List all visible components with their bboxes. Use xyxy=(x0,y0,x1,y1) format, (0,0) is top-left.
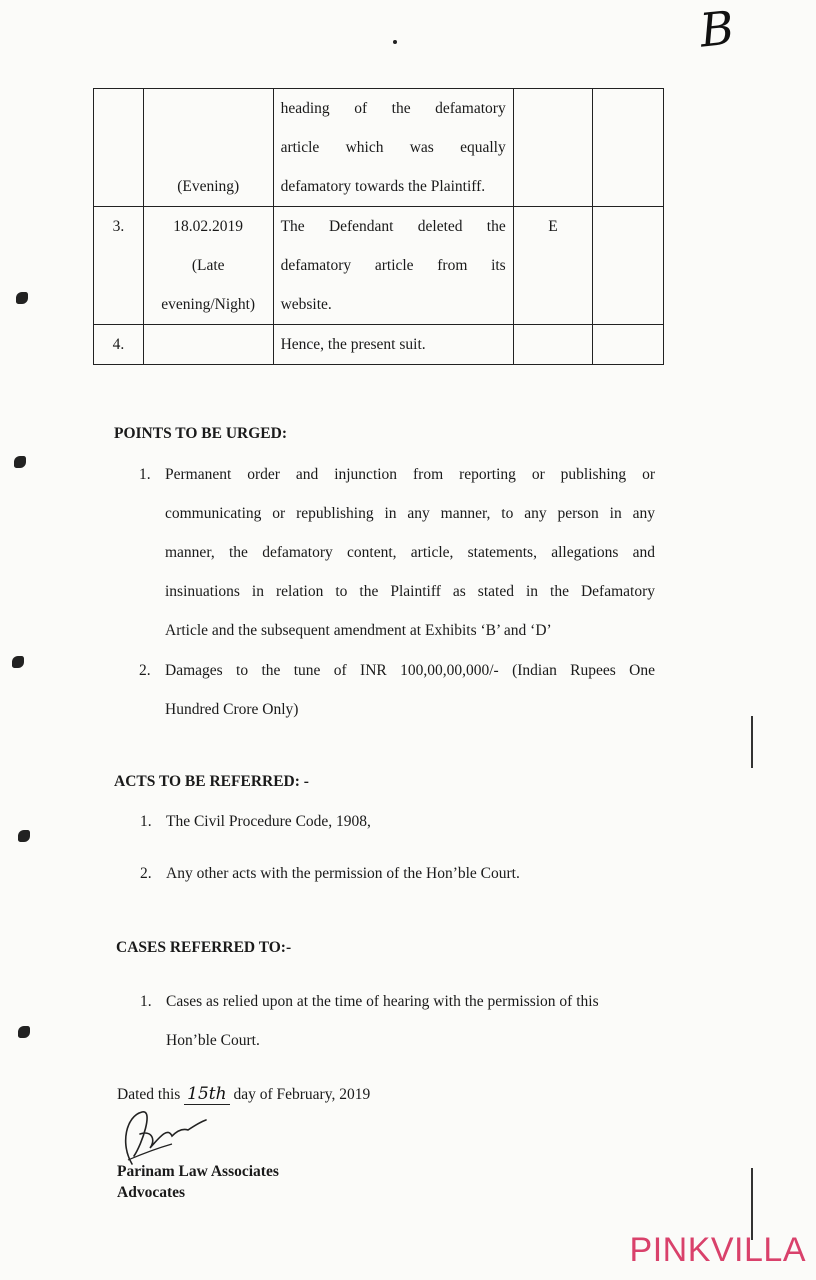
table-row xyxy=(94,207,664,325)
date-cell xyxy=(143,89,273,207)
exhibit-cell xyxy=(513,89,593,207)
row-number: 4. xyxy=(94,325,144,365)
table-row xyxy=(94,325,664,365)
list-item xyxy=(140,854,660,894)
item-number: 1. xyxy=(140,813,152,830)
date-cell xyxy=(143,207,273,325)
item-number: 1. xyxy=(140,993,152,1010)
acts-heading: ACTS TO BE REFERRED: - xyxy=(114,773,309,790)
date-line: (Evening) xyxy=(177,178,240,195)
punch-hole-mark xyxy=(18,830,30,842)
item-line: Permanent order and injunction from reporting or publishing or xyxy=(165,466,655,483)
item-line: communicating or republishing in any manner, to any person in any xyxy=(165,505,655,522)
exhibit-cell xyxy=(513,325,593,365)
dated-suffix: day of February, 2019 xyxy=(233,1086,371,1103)
item-line: Hundred Crore Only) xyxy=(165,701,299,718)
punch-hole-mark xyxy=(16,292,28,304)
punch-hole-mark xyxy=(14,456,26,468)
dated-line xyxy=(117,1084,370,1104)
date-line: (Late xyxy=(191,257,225,274)
list-item xyxy=(140,802,660,842)
date-cell xyxy=(143,325,273,365)
scan-line xyxy=(751,716,753,768)
event-line: heading of the defamatory xyxy=(280,100,506,117)
empty-cell xyxy=(593,89,664,207)
exhibit-cell: E xyxy=(513,207,593,325)
item-number: 1. xyxy=(139,466,151,483)
handwritten-day: 15th xyxy=(184,1084,229,1105)
points-heading: POINTS TO BE URGED: xyxy=(114,425,287,442)
item-line: Damages to the tune of INR 100,00,00,000/- (Indian Rupees One xyxy=(165,662,655,679)
speck xyxy=(393,40,397,44)
list-item xyxy=(139,455,659,655)
row-number xyxy=(94,89,144,207)
event-line: defamatory towards the Plaintiff. xyxy=(280,178,486,195)
event-line: The Defendant deleted the xyxy=(280,218,506,235)
event-cell xyxy=(273,207,513,325)
item-line: The Civil Procedure Code, 1908, xyxy=(166,813,371,830)
page-number-mark: B xyxy=(697,0,737,58)
punch-hole-mark xyxy=(12,656,24,668)
item-line: Hon’ble Court. xyxy=(166,1032,260,1049)
dated-prefix: Dated this xyxy=(117,1086,181,1103)
event-cell xyxy=(273,325,513,365)
scan-line xyxy=(751,1168,753,1240)
firm-name: Parinam Law Associates xyxy=(117,1163,279,1180)
table-row xyxy=(94,89,664,207)
punch-hole-mark xyxy=(18,1026,30,1038)
row-number: 3. xyxy=(94,207,144,325)
date-line: evening/Night) xyxy=(161,296,256,313)
signature-scribble xyxy=(112,1104,212,1168)
date-line: 18.02.2019 xyxy=(173,218,244,235)
item-line: Article and the subsequent amendment at Exhibits ‘B’ and ‘D’ xyxy=(165,622,552,639)
firm-role: Advocates xyxy=(117,1184,186,1201)
events-table xyxy=(93,88,664,365)
event-line: Hence, the present suit. xyxy=(280,336,426,353)
item-number: 2. xyxy=(139,662,151,679)
item-line: Cases as relied upon at the time of hearing with the permission of this xyxy=(166,993,599,1010)
event-line: website. xyxy=(280,296,332,313)
event-line: article which was equally xyxy=(280,139,506,156)
list-item xyxy=(139,651,659,731)
event-line: defamatory article from its xyxy=(280,257,506,274)
item-line: Any other acts with the permission of the Hon’ble Court. xyxy=(166,865,520,882)
item-line: insinuations in relation to the Plaintiff as stated in the Defamatory xyxy=(165,583,655,600)
empty-cell xyxy=(593,325,664,365)
cases-heading: CASES REFERRED TO:- xyxy=(116,939,292,956)
item-line: manner, the defamatory content, article, statements, allegations and xyxy=(165,544,655,561)
item-number: 2. xyxy=(140,865,152,882)
event-cell xyxy=(273,89,513,207)
list-item xyxy=(140,982,660,1062)
watermark-logo: PINKVILLA xyxy=(629,1231,806,1269)
empty-cell xyxy=(593,207,664,325)
